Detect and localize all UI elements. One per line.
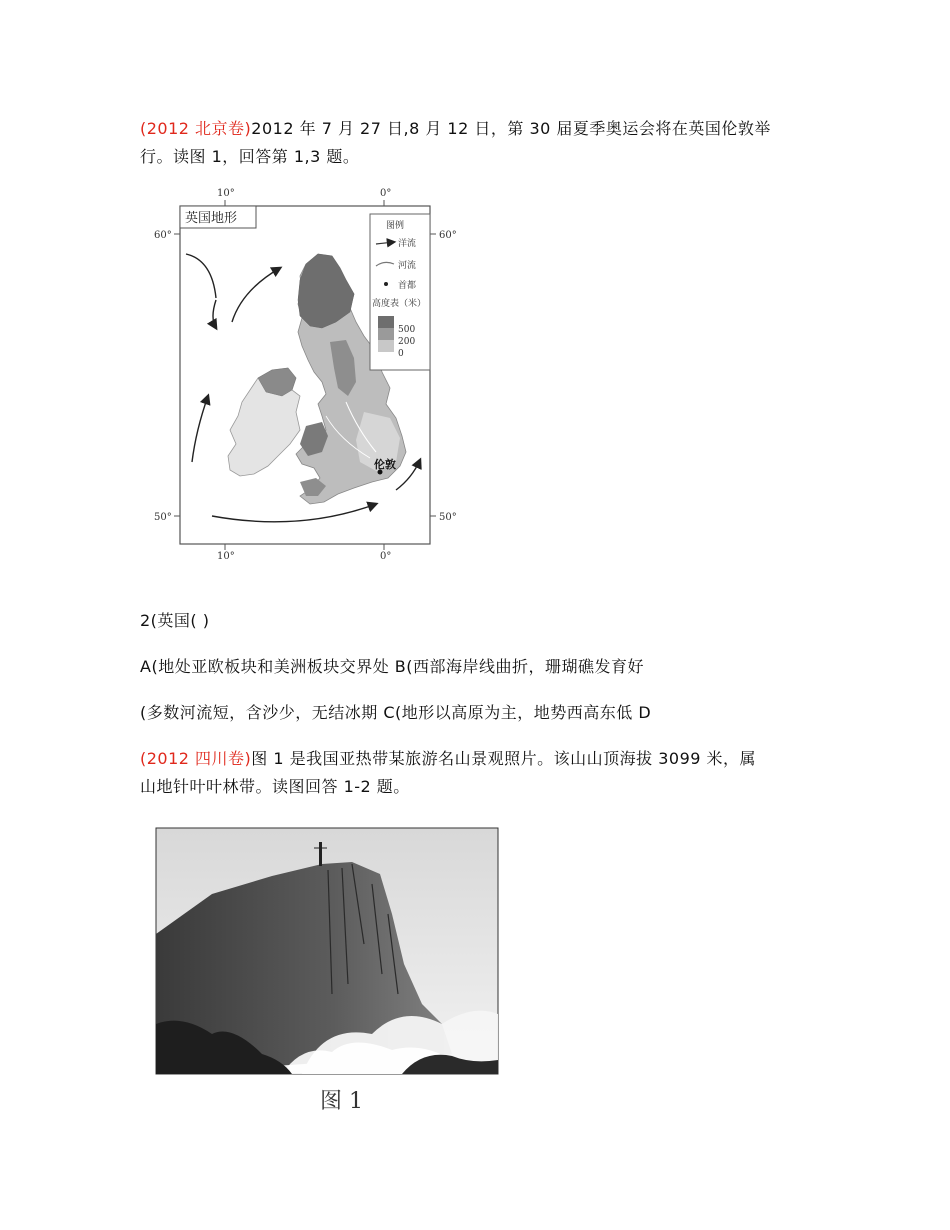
legend-capital: 首都 bbox=[398, 281, 417, 291]
q3-line1 bbox=[140, 748, 756, 770]
legend-elev-title: 高度表（米） bbox=[372, 299, 427, 309]
capital-legend-icon bbox=[384, 282, 388, 286]
q1-line1 bbox=[140, 118, 771, 140]
lon-top-right: 0° bbox=[380, 188, 392, 199]
lon-top-left: 10° bbox=[217, 188, 235, 199]
elev-swatch-low bbox=[378, 340, 394, 352]
q3-text1: 图 1 是我国亚热带某旅游名山景观照片。该山山顶海拔 3099 米，属 bbox=[251, 749, 757, 768]
lon-bottom-left: 10° bbox=[217, 551, 235, 562]
summit-tower bbox=[319, 842, 322, 866]
lon-bottom-right: 0° bbox=[380, 551, 392, 562]
uk-terrain-map bbox=[150, 182, 470, 562]
photo-caption: 图 1 bbox=[320, 1089, 363, 1114]
lat-bottom-left: 50° bbox=[154, 512, 172, 523]
map-title: 英国地形 bbox=[185, 211, 238, 226]
q2-stem: 2(英国( ) bbox=[140, 611, 210, 630]
mountain-photo bbox=[152, 824, 502, 1114]
q1-source: (2012 北京卷) bbox=[140, 119, 252, 138]
q1-text1: 2012 年 7 月 27 日,8 月 12 日，第 30 届夏季奥运会将在英国伦敦举 bbox=[251, 119, 771, 138]
q3-source: (2012 四川卷) bbox=[140, 749, 252, 768]
legend-current: 洋流 bbox=[398, 239, 417, 249]
lat-bottom-right: 50° bbox=[439, 512, 457, 523]
q1-line2: 行。读图 1，回答第 1,3 题。 bbox=[140, 147, 360, 166]
legend-river: 河流 bbox=[398, 261, 417, 271]
legend-title: 图例 bbox=[386, 221, 405, 231]
elev-swatch-mid bbox=[378, 328, 394, 340]
lat-top-right: 60° bbox=[439, 230, 457, 241]
city-label: 伦敦 bbox=[374, 458, 396, 471]
legend-500: 500 bbox=[398, 325, 416, 335]
map-legend bbox=[370, 214, 430, 370]
legend-0: 0 bbox=[398, 349, 404, 359]
q2-options-line1: A(地处亚欧板块和美洲板块交界处 B(西部海岸线曲折，珊瑚礁发育好 bbox=[140, 657, 644, 676]
lat-top-left: 60° bbox=[154, 230, 172, 241]
legend-200: 200 bbox=[398, 337, 416, 347]
q3-line2: 山地针叶叶林带。读图回答 1-2 题。 bbox=[140, 777, 410, 796]
elev-swatch-high bbox=[378, 316, 394, 328]
q2-options-line2: (多数河流短，含沙少，无结冰期 C(地形以高原为主，地势西高东低 D bbox=[140, 703, 652, 722]
